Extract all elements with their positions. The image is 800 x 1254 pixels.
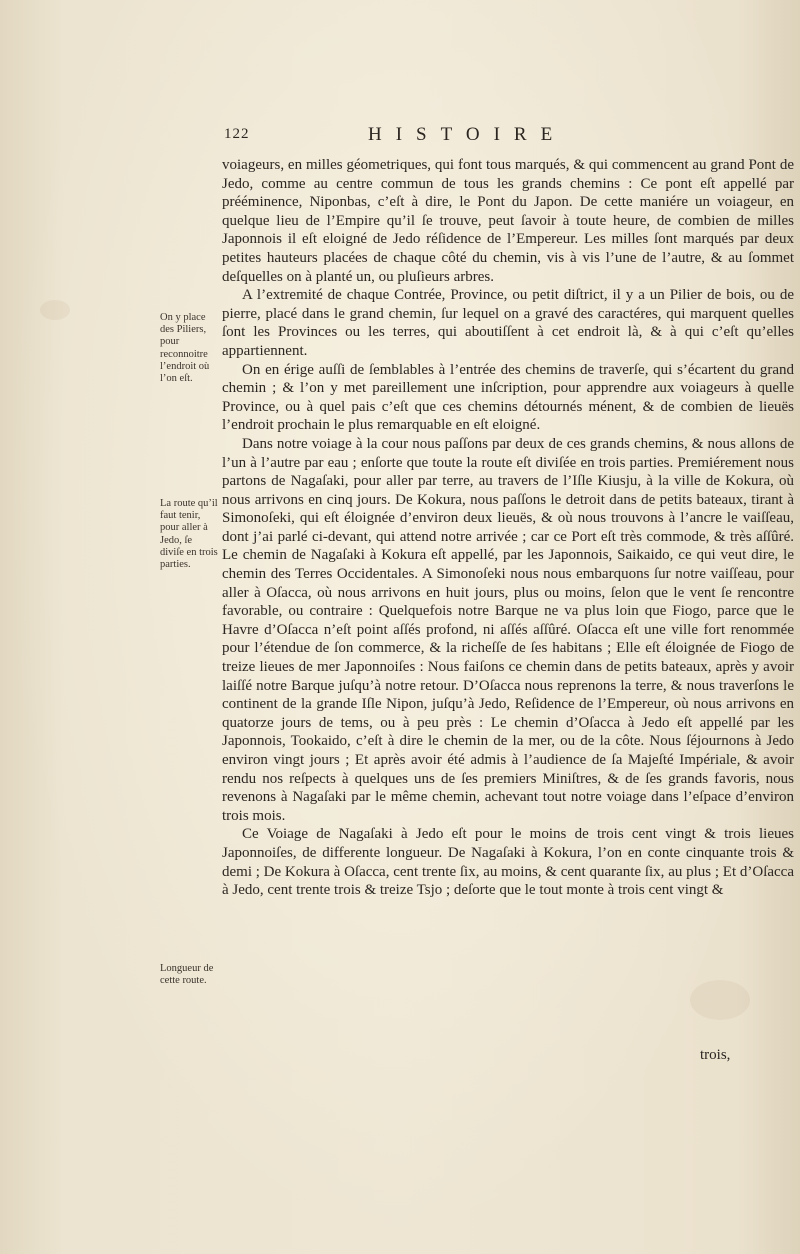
paper-stain <box>40 300 70 320</box>
main-text <box>222 156 794 900</box>
paragraph: On en érige auſſi de ſemblables à l’entrée des chemins de traverſe, qui s’écartent du grand chemin ; & l’on y met pareillement une inſcription, pour apprendre aux voiageurs à quelle Province, ou à quel pais c’eſt que ces chemins détournés ménent, & de combien de lieuës l’endroit prochain le plus remarquable en eſt eloigné. <box>222 361 794 434</box>
margin-note: On y place des Piliers, pour reconnoitre l’endroit où l’on eſt. <box>160 312 210 385</box>
paragraph: Ce Voiage de Nagaſaki à Jedo eſt pour le moins de trois cent vingt & trois lieues Japonnoiſes, de differente longueur. De Nagaſaki à Kokura, l’on en conte cinquante trois & demi ; De Kokura à Oſacca, cent trente ſix, au moins, & cent quarante ſix, au plus ; Et d’Oſacca à Jedo, cent trente trois & treize Tsjo ; deſorte que le tout monte à trois cent vingt & <box>222 826 794 899</box>
running-title: HISTOIRE <box>368 124 567 145</box>
margin-note: Longueur de cette route. <box>160 963 214 987</box>
page-number: 122 <box>224 126 250 142</box>
paragraph: voiageurs, en milles géometriques, qui font tous marqués, & qui commencent au grand Pont de Jedo, comme au centre commun de tous les grands chemins : Ce pont eſt appellé par prééminence, Niponbas, c’eſt à dire, le Pont du Japon. De cette maniére un voiageur, en quelque lieu de l’Empire qu’il ſe trouve, peut ſavoir à toute heure, de combien de milles Japonnois il eſt eloigné de Jedo réſidence de l’Empereur. Les milles ſont marqués par deux petites hauteurs placées de chaque côté du chemin, vis à vis l’une de l’autre, & au ſommet deſquelles on à planté un, ou pluſieurs arbres. <box>222 157 794 285</box>
paper-stain <box>690 980 750 1020</box>
paragraph: Dans notre voiage à la cour nous paſſons par deux de ces grands chemins, & nous allons de l’un à l’autre par eau ; enſorte que toute la route eſt diviſée en trois parties. Premiérement nous partons de Nagaſaki, pour aller par terre, au travers de l’Iſle Kiusju, à la ville de Kokura, où nous arrivons en cinq jours. De Kokura, nous paſſons le detroit dans de petits bateaux, tirant à Simonoſeki, qui eſt éloignée d’environ deux lieuës, & où nous trouvons à l’ancre le vaiſſeau, dont j’ai parlé ci-devant, qui attend notre arrivée ; car ce Port eſt très commode, & très aſſûré. Le chemin de Nagaſaki à Kokura eſt appellé, par les Japonnois, Saikaido, ce qui veut dire, le chemin des Terres Occidentales. A Simonoſeki nous nous embarquons ſur notre vaiſſeau, pour aller à Oſacca, où nous arrivons en huit jours, plus ou moins, ſelon que le vent ſe rencontre favorable, ou contraire : Quelquefois notre Barque ne va plus loin que Fiogo, parce que le Havre d’Oſacca n’eſt point aſſés profond, ni aſſés aſſûré. Oſacca eſt une ville fort renommée pour l’étendue de ſon commerce, & la richeſſe de ſes habitans ; Elle eſt éloignée de Fiogo de treize lieues de mer Japonnoiſes : Nous faiſons ce chemin dans de petits bateaux, après y avoir laiſſé notre Barque juſqu’à notre retour. D’Oſacca nous reprenons la terre, & nous traverſons le continent de la grande Iſle Nipon, juſqu’à Jedo, Reſidence de l’Empereur, où nous arrivons en quatorze jours de tems, ou à peu près : Le chemin d’Oſacca à Jedo eſt appellé par les Japonnois, Tookaido, c’eſt à dire le chemin de la mer, ou de la côte. Nous ſéjournons à Jedo environ vingt jours ; Et après avoir été admis à l’audience de ſa Majeſté Impériale, & avoir rendu nos reſpects à quelques uns de ſes premiers Miniſtres, & de ſes grands favoris, nous revenons à Nagaſaki par le même chemin, achevant tout notre voiage dans l’eſpace d’environ trois mois. <box>222 435 794 824</box>
page-header <box>0 124 800 150</box>
margin-note: La route qu’il faut tenir, pour aller à Jedo, ſe diviſe en trois parties. <box>160 498 218 571</box>
catchword: trois, <box>700 1047 731 1063</box>
paragraph: A l’extremité de chaque Contrée, Province, ou petit diſtrict, il y a un Pilier de bois, ou de pierre, placé dans le grand chemin, ſur lequel on a gravé des caractéres, qui marquent quelles ſont les Provinces ou les terres, qui aboutiſſent à cet endroit là, & à qui c’eſt qu’elles appartiennent. <box>222 287 794 359</box>
